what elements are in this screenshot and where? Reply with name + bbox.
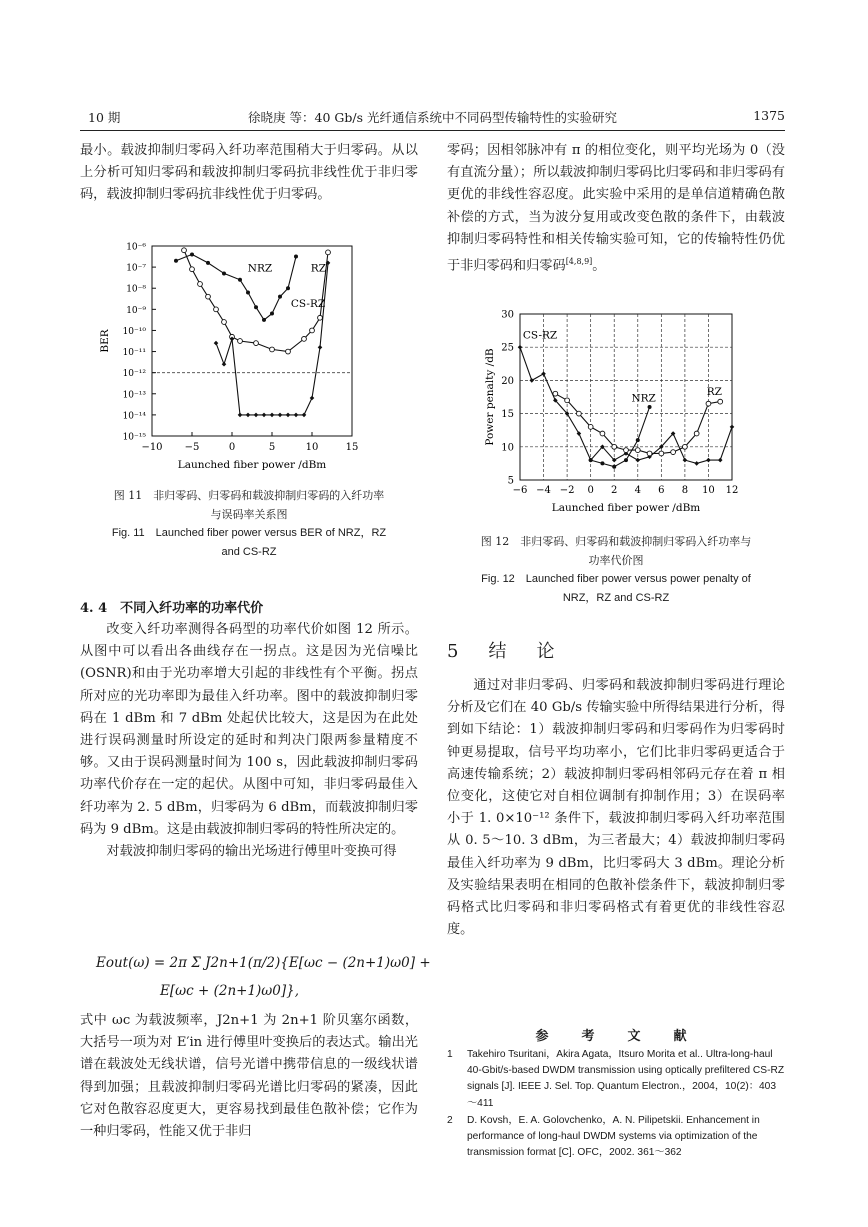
fig12-x-tick-label: −6 — [512, 485, 528, 496]
fig11-y-tick-label: 10⁻⁹ — [126, 305, 146, 316]
fig11-point-cs-rz — [246, 413, 251, 418]
reference-item — [447, 1113, 785, 1162]
fig11-point-cs-rz — [238, 413, 243, 418]
fig12-point-rz — [576, 411, 581, 416]
fig12-point-rz — [671, 450, 676, 455]
fig12-point-rz — [694, 431, 699, 436]
fig11-point-rz — [198, 282, 203, 287]
fig12-point-cs-rz — [706, 458, 711, 463]
fig11-point-rz — [222, 320, 227, 325]
fig11-point-rz — [238, 339, 243, 344]
fig11-point-nrz — [278, 295, 282, 299]
running-header — [80, 108, 785, 128]
running-title: 徐晓庚 等：40 Gb/s 光纤通信系统中不同码型传输特性的实验研究 — [248, 110, 617, 125]
fig11-series-line-nrz — [176, 254, 296, 320]
fig12-point-rz — [682, 444, 687, 449]
fig11-y-axis-label: BER — [99, 329, 111, 353]
fig11-y-tick-label: 10⁻¹¹ — [122, 348, 146, 359]
fig12-series-line-cs-rz — [520, 347, 732, 463]
fig12-caption-en-1: Fig. 12 Launched fiber power versus power penalty of — [481, 573, 751, 585]
fig11-caption-cn-2: 与误码率关系图 — [210, 508, 288, 521]
fig11-point-nrz — [254, 305, 258, 309]
fig11-x-tick-label: 5 — [268, 442, 276, 453]
fig11-point-cs-rz — [254, 413, 259, 418]
fig12-point-nrz — [648, 405, 652, 409]
fig11-x-tick-label: 10 — [305, 442, 319, 453]
fig11-y-tick-label: 10⁻¹⁵ — [122, 432, 146, 443]
fig12-chart — [480, 302, 760, 522]
fig11-point-nrz — [238, 278, 242, 282]
fig11-series-label: CS-RZ — [290, 298, 326, 311]
right-top-paragraph — [447, 140, 785, 278]
fig12-point-cs-rz — [541, 371, 546, 376]
fig12-caption — [447, 532, 785, 608]
fig11-point-cs-rz — [262, 413, 267, 418]
reference-text: D. Kovsh，E. A. Golovchenko，A. N. Pilipetskii. Enhancement in performance of long-haul DWDM systems via optimization of the transmission format [C]. OFC，2002. 361～362 — [467, 1114, 760, 1159]
fig12-x-tick-label: 12 — [725, 485, 739, 496]
fig12-point-cs-rz — [518, 345, 523, 350]
citation-mark: [4,8,9] — [565, 257, 593, 267]
fig12-point-nrz — [589, 458, 593, 462]
fig12-point-cs-rz — [577, 431, 582, 436]
paragraph-text: 通过对非归零码、归零码和载波抑制归零码进行理论分析及它们在 40 Gb/s 传输实验中所得结果进行分析，得到如下结论：1）载波抑制归零码和归零码作为归零码时钟更易提取，信号平均功率小，它们比非归零码更适合于高速传输系统；2）载波抑制归零码相邻码元存在着 π 相位变化，这使它对自相位调制有抑制作用；3）在误码率小于 1. 0×10⁻¹² 条件下，载波抑制归零码入纤功率范围从 0. 5～10. 3 dBm，为三者最大；4）载波抑制归零码最佳入纤功率为 9 dBm，比归零码大 3 dBm。理论分析及实验结果表明在相同的色散补偿条件下，载波抑制归零码格式比归零码和非归零码格式有着更优的非线性容忍度。 — [447, 678, 785, 938]
fig12-point-nrz — [624, 458, 628, 462]
fig12-x-tick-label: −4 — [536, 485, 551, 496]
fig12-point-rz — [612, 444, 617, 449]
fig11-point-cs-rz — [294, 413, 299, 418]
fig12-y-tick-label: 15 — [501, 409, 514, 421]
fig12-x-tick-label: 8 — [681, 485, 689, 496]
fig11-point-nrz — [294, 255, 298, 259]
fig12-y-tick-label: 10 — [501, 442, 514, 454]
fig11-point-nrz — [190, 252, 194, 256]
fig12-point-cs-rz — [718, 458, 723, 463]
fig11-caption-en-1: Fig. 11 Launched fiber power versus BER of NRZ，RZ — [111, 527, 387, 539]
fig11-point-nrz — [286, 286, 290, 290]
fig12-point-nrz — [600, 461, 604, 465]
fig12-series-line-nrz — [591, 407, 650, 467]
fig12-x-tick-label: 6 — [658, 485, 665, 496]
fig12-x-tick-label: −2 — [559, 485, 575, 496]
section-4-4-heading: 4. 4 不同入纤功率的功率代价 — [80, 601, 264, 616]
fig11-y-tick-label: 10⁻¹⁰ — [122, 326, 146, 337]
header-rule — [80, 130, 785, 131]
fig11-x-tick-label: −10 — [141, 442, 163, 453]
equation-line-1: Eout(ω) = 2π Σ J2n+1(π/2){E[ωc − (2n+1)ω0] + — [96, 955, 431, 971]
fig11-point-nrz — [270, 312, 274, 316]
reference-number: 2 — [447, 1114, 453, 1126]
fig11-caption-cn-1: 图 11 非归零码、归零码和载波抑制归零码的入纤功率 — [113, 489, 385, 502]
paragraph-text: 零码；因相邻脉冲有 π 的相位变化，则平均光场为 0（没有直流分量）；所以载波抑制归零码比归零码和非归零码有更优的非线性容忍度。此实验中采用的是单信道精确色散补偿的方式，当为波分复用或改变色散的条件下，由载波抑制归零码特性和相关传输实验可知，它的传输特性仍优于非归零码和归零码 — [447, 143, 785, 274]
fig11-point-rz — [326, 250, 331, 255]
fig11-labels — [248, 262, 326, 310]
left-intro-paragraph — [80, 140, 418, 207]
fig11-series-label: RZ — [310, 262, 327, 275]
fig11-point-rz — [286, 349, 291, 354]
fig12-point-rz — [600, 431, 605, 436]
fig12-point-rz — [635, 448, 640, 453]
fig12-y-tick-label: 25 — [501, 342, 514, 354]
references-heading: 参 考 文 献 — [535, 1029, 697, 1044]
equation-line-2: E[ωc + (2n+1)ω0]}, — [160, 983, 300, 999]
paragraph-text: 改变入纤功率测得各码型的功率代价如图 12 所示。从图中可以看出各曲线存在一拐点。这是因为光信噪比(OSNR)和由于光功率增大引起的非线性有个平衡。拐点所对应的光功率即为最佳入纤功率。图中的载波抑制归零码在 1 dBm 和 7 dBm 处起伏比较大，这是因为在此处进行误码测量时所设定的延时和判决门限两参量精度不够。又由于误码测量时间为 100 s，因此载波抑制归零码功率代价存在一定的起伏。从图中可知，非归零码最佳入纤功率为 2. 5 dBm，归零码为 6 dBm，而载波抑制归零码为 9 dBm。这是由载波抑制归零码的特性所决定的。 — [80, 622, 418, 837]
fig12-x-tick-label: 0 — [587, 485, 594, 496]
paragraph-end: 。 — [592, 258, 606, 274]
fig11-series-label: NRZ — [247, 262, 273, 275]
fig11-y-tick-label: 10⁻¹³ — [122, 390, 146, 401]
fig12-series-label: CS-RZ — [522, 329, 558, 342]
fig11-x-axis-label: Launched fiber power /dBm — [177, 459, 327, 471]
paragraph-text: 对载波抑制归零码的输出光场进行傅里叶变换可得 — [106, 844, 397, 860]
fig12-point-cs-rz — [730, 425, 735, 430]
fig11-point-cs-rz — [222, 362, 227, 367]
fig11-frame — [152, 246, 352, 436]
paragraph-text: 式中 ωc 为载波频率，J2n+1 为 2n+1 阶贝塞尔函数，大括号一项为对 E′in 进行傅里叶变换后的表达式。输出光谱在载波处无线状谱，信号光谱中携带信息的一级线状谱得到加强；且载波抑制归零码光谱比归零码的紧凑，因此它对色散容忍度更大，更容易找到最佳色散补偿；它作为一种归零码，性能又优于非归 — [80, 1013, 418, 1140]
page-number: 1375 — [753, 108, 785, 123]
fig12-point-cs-rz — [683, 458, 688, 463]
fig11-caption-en-2: and CS-RZ — [221, 546, 277, 558]
fig12-point-cs-rz — [529, 378, 534, 383]
fig11-point-rz — [302, 336, 307, 341]
section-5-body — [447, 675, 785, 941]
fig12-point-rz — [588, 424, 593, 429]
fig11-point-rz — [318, 315, 323, 320]
fig12-y-tick-label: 5 — [507, 475, 514, 487]
fig12-series-label: NRZ — [631, 392, 656, 405]
fig12-point-rz — [659, 451, 664, 456]
fig11-point-cs-rz — [318, 345, 323, 350]
fig11-point-rz — [190, 267, 195, 272]
paragraph-text: 最小。载波抑制归零码入纤功率范围稍大于归零码。从以上分析可知归零码和载波抑制归零码抗非线性优于非归零码，载波抑制归零码抗非线性优于归零码。 — [80, 143, 418, 203]
fig11-point-nrz — [262, 318, 266, 322]
fig11-point-cs-rz — [310, 396, 315, 401]
fig11-point-cs-rz — [270, 413, 275, 418]
fig12-point-rz — [553, 391, 558, 396]
fig12-point-nrz — [636, 438, 640, 442]
fig11-x-tick-label: −5 — [184, 442, 200, 453]
fig12-point-rz — [624, 448, 629, 453]
fig11-point-cs-rz — [278, 413, 283, 418]
issue-number: 10 期 — [88, 110, 121, 125]
fig12-caption-cn-2: 功率代价图 — [588, 554, 644, 567]
reference-text: Takehiro Tsuritani，Akira Agata，Itsuro Morita et al.. Ultra-long-haul 40-Gbit/s-based DWDM transmission using optically prefiltered CS-RZ signals [J]. IEEE J. Sel. Top. Quantum Electron.，2004，10(2)：403～411 — [467, 1049, 785, 1109]
reference-list — [447, 1047, 785, 1162]
fig11-point-cs-rz — [286, 413, 291, 418]
fig11-point-rz — [182, 248, 187, 253]
fig12-series — [518, 345, 735, 469]
fig11-axes — [99, 243, 358, 472]
fig11-chart — [92, 236, 402, 476]
fig12-caption-en-2: NRZ，RZ and CS-RZ — [562, 592, 670, 604]
fig11-y-tick-label: 10⁻¹⁴ — [122, 411, 146, 422]
fig11-y-tick-label: 10⁻⁸ — [126, 284, 146, 295]
fig11-point-nrz — [174, 259, 178, 263]
fig12-point-cs-rz — [694, 461, 699, 466]
fig11-point-rz — [270, 347, 275, 352]
section-5-heading: 5 结 论 — [447, 641, 561, 662]
fig12-x-axis-label: Launched fiber power /dBm — [551, 502, 701, 514]
fig11-point-rz — [310, 328, 315, 333]
fig12-point-rz — [718, 399, 723, 404]
section-4-4-body — [80, 619, 418, 863]
fig11-caption — [80, 486, 418, 562]
fig11-point-rz — [214, 307, 219, 312]
fig11-point-cs-rz — [302, 413, 307, 418]
fig11-point-nrz — [206, 261, 210, 265]
reference-number: 1 — [447, 1049, 453, 1060]
fig12-y-tick-label: 20 — [501, 375, 514, 387]
reference-item — [447, 1047, 785, 1112]
fig12-x-tick-label: 2 — [611, 485, 618, 496]
fig12-y-axis-label: Power penalty /dB — [484, 348, 496, 446]
fig11-x-tick-label: 0 — [228, 442, 236, 453]
fig11-point-nrz — [222, 271, 226, 275]
fig11-point-rz — [206, 294, 211, 299]
fig12-x-tick-label: 10 — [702, 485, 715, 496]
fig12-y-tick-label: 30 — [501, 309, 514, 321]
fig11-point-nrz — [246, 290, 250, 294]
fig12-point-cs-rz — [635, 458, 640, 463]
fig11-y-tick-label: 10⁻¹² — [122, 369, 146, 380]
fig11-y-tick-label: 10⁻⁶ — [126, 242, 146, 253]
fig12-caption-cn-1: 图 12 非归零码、归零码和载波抑制归零码入纤功率与 — [480, 535, 752, 548]
left-final-paragraph — [80, 1010, 418, 1143]
fig12-series-label: RZ — [706, 386, 722, 399]
fig11-y-tick-label: 10⁻⁷ — [126, 263, 146, 274]
fig12-point-rz — [706, 401, 711, 406]
fig12-point-nrz — [612, 465, 616, 469]
fig12-point-rz — [565, 398, 570, 403]
fig12-x-tick-label: 4 — [634, 485, 641, 496]
fig11-point-rz — [254, 341, 259, 346]
fig11-x-tick-label: 15 — [345, 442, 359, 453]
fig12-point-rz — [647, 451, 652, 456]
fig11-point-cs-rz — [214, 341, 219, 346]
